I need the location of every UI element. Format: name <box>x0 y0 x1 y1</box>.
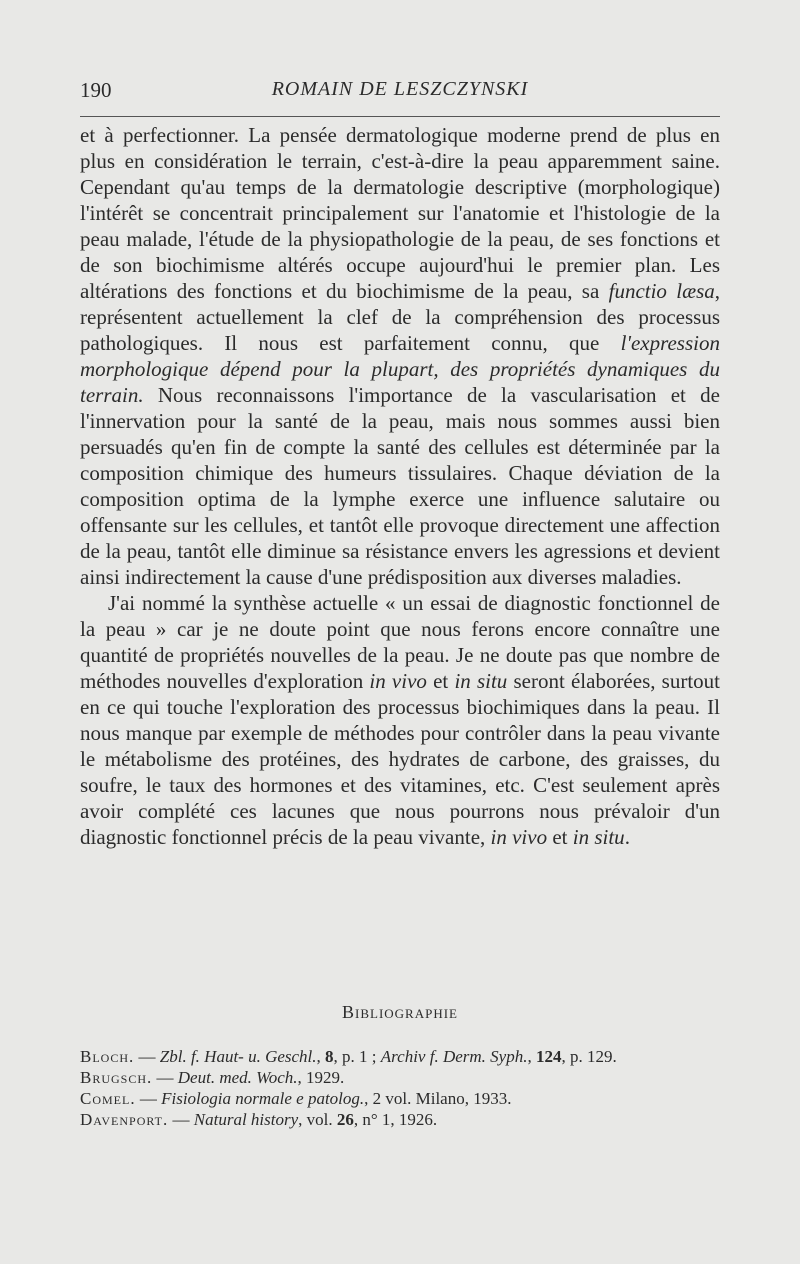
entry-text: , 1929. <box>297 1068 345 1087</box>
running-title: ROMAIN DE LESZCZYNSKI <box>271 78 529 100</box>
paragraph-1-text-b: , représentent actuellement la clef de la compréhension des processus pathologiques. Il nous est parfaitement connu, que <box>80 279 720 355</box>
paragraph-2 <box>80 590 720 850</box>
bibliography-entry <box>80 1046 720 1067</box>
entry-separator: — <box>135 1089 162 1108</box>
entry-separator: — <box>152 1068 178 1087</box>
entry-journal: Zbl. f. Haut- u. Geschl. <box>159 1047 317 1066</box>
entry-author: Comel. <box>80 1089 136 1108</box>
paragraph-2-text-a: J'ai nommé la synthèse actuelle « un essai de diagnostic fonctionnel de la peau » car je ne doute point que nous ferons encore connaître une quantité de propriétés nouvelles de la peau. Je ne doute pas que nombre de méthodes nouvelles d'exploration <box>80 591 720 693</box>
paragraph-1-text-a: et à perfectionner. La pensée dermatologique moderne prend de plus en plus en considération le terrain, c'est-à-dire la peau apparemment saine. Cependant qu'au temps de la dermatologie descriptive (morphologique) l'intérêt se concentrait principalement sur l'anatomie et l'histologie de la peau malade, l'étude de la physiopathologie de la peau, de ses fonctions et de son biochimisme altérés occupe aujourd'hui le premier plan. Les altérations des fonctions et du biochimisme de la peau, sa <box>80 123 720 303</box>
bibliography-entry <box>80 1067 720 1088</box>
paragraph-1-italic-b: l'expression morphologique dépend pour la plupart, des propriétés dynamiques du terrain. <box>80 331 720 407</box>
entry-text: , n° 1, 1926. <box>353 1110 438 1129</box>
bibliography-entry <box>80 1109 720 1130</box>
entry-journal: Deut. med. Woch. <box>177 1068 298 1087</box>
entry-text: , 2 vol. Milano, 1933. <box>364 1089 512 1108</box>
bibliography-heading: Bibliographie <box>342 1002 458 1022</box>
paragraph-2-italic-d: in situ <box>572 825 625 849</box>
entry-text: , p. 1 ; <box>333 1047 381 1066</box>
body-text <box>80 122 720 850</box>
paragraph-2-text-b: et <box>426 669 455 693</box>
header-rule <box>80 116 720 117</box>
entry-author: Davenport. <box>80 1110 169 1129</box>
entry-journal: Fisiologia normale e patolog. <box>161 1089 365 1108</box>
entry-separator: — <box>168 1110 194 1129</box>
page-number: 190 <box>80 78 112 102</box>
entry-author: Brugsch. <box>80 1068 153 1087</box>
paragraph-2-text-c: seront élaborées, surtout en ce qui touche l'exploration des processus biochimiques dans la peau. Il nous manque par exemple de méthodes pour contrôler dans la peau vivante le métabolisme des protéines, des hydrates de carbone, des graisses, du soufre, le taux des hormones et des vitamines, etc. C'est seulement après avoir complété ces lacunes que nous pourrons nous prévaloir d'un diagnostic fonctionnel précis de la peau vivante, <box>80 669 721 849</box>
entry-separator: — <box>134 1047 160 1066</box>
entry-text: , vol. <box>298 1110 337 1129</box>
entry-text: , p. 129. <box>561 1047 617 1066</box>
paragraph-2-text-e: . <box>624 825 630 849</box>
entry-text: , <box>527 1047 536 1066</box>
paragraph-2-italic-c: in vivo <box>490 825 548 849</box>
paragraph-1-text-c: Nous reconnaissons l'importance de la vascularisation et de l'innervation pour la santé de la peau, mais nous sommes aussi bien persuadés qu'en fin de compte la santé des cellules est déterminée par la composition chimique des humeurs tissulaires. Chaque déviation de la composition optima de la lymphe exerce une influence salutaire ou offensante sur les cellules, et tantôt elle provoque directement une affection de la peau, tantôt elle diminue sa résistance envers les agressions et devient ainsi indirectement la cause d'une prédisposition aux diverses maladies. <box>80 383 720 589</box>
entry-journal: Natural history <box>193 1110 299 1129</box>
bibliography-entry <box>80 1088 720 1109</box>
entry-text: , <box>316 1047 326 1066</box>
paragraph-2-text-d: et <box>547 825 573 849</box>
entry-volume: 26 <box>336 1110 354 1129</box>
entry-author: Bloch. <box>80 1047 135 1066</box>
paragraph-1 <box>80 122 720 590</box>
page-header <box>80 78 720 104</box>
entry-journal: Archiv f. Derm. Syph. <box>380 1047 528 1066</box>
entry-volume: 124 <box>535 1047 562 1066</box>
bibliography-list <box>80 1046 720 1130</box>
paragraph-2-italic-a: in vivo <box>369 669 427 693</box>
entry-volume: 8 <box>325 1047 334 1066</box>
paragraph-1-italic-a: functio læsa <box>608 279 715 303</box>
paragraph-2-italic-b: in situ <box>454 669 508 693</box>
